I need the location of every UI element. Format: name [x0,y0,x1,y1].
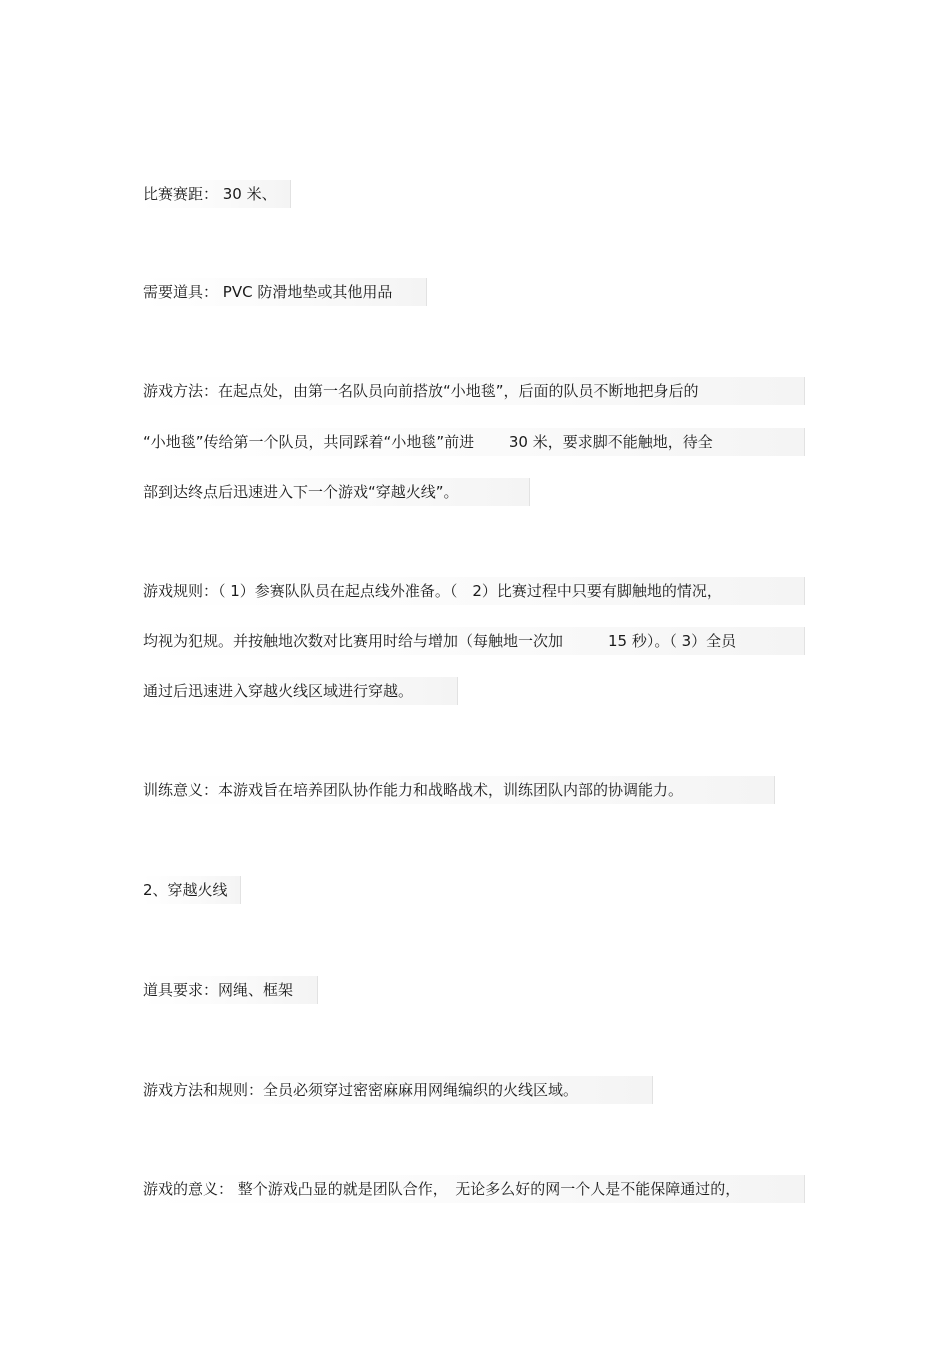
text-line-equipment: 道具要求：网绳、框架 [143,976,318,1004]
text-line-props: 需要道具： PVC 防滑地垫或其他用品 [143,278,427,306]
text-line-method-1: 游戏方法：在起点处，由第一名队员向前搭放“小地毯”，后面的队员不断地把身后的 [143,377,805,405]
text-line-rules-3: 通过后迅速进入穿越火线区域进行穿越。 [143,677,458,705]
text-line-rules-1: 游戏规则：（ 1）参赛队队员在起点线外准备。（ 2）比赛过程中只要有脚触地的情况， [143,577,805,605]
text-line-method-3: 部到达终点后迅速进入下一个游戏“穿越火线”。 [143,478,530,506]
text-line-method-2: “小地毯”传给第一个队员，共同踩着“小地毯”前进 30 米，要求脚不能触地，待全 [143,428,805,456]
text-line-training-meaning: 训练意义：本游戏旨在培养团队协作能力和战略战术，训练团队内部的协调能力。 [143,776,775,804]
text-line-rules-2: 均视为犯规。并按触地次数对比赛用时给与增加（每触地一次加 15 秒）。（ 3）全员 [143,627,805,655]
text-line-method-rules: 游戏方法和规则：全员必须穿过密密麻麻用网绳编织的火线区域。 [143,1076,653,1104]
section-heading-2: 2、穿越火线 [143,876,241,904]
text-line-game-meaning: 游戏的意义： 整个游戏凸显的就是团队合作， 无论多么好的网一个人是不能保障通过的， [143,1175,805,1203]
text-line-distance: 比赛赛距： 30 米、 [143,180,291,208]
